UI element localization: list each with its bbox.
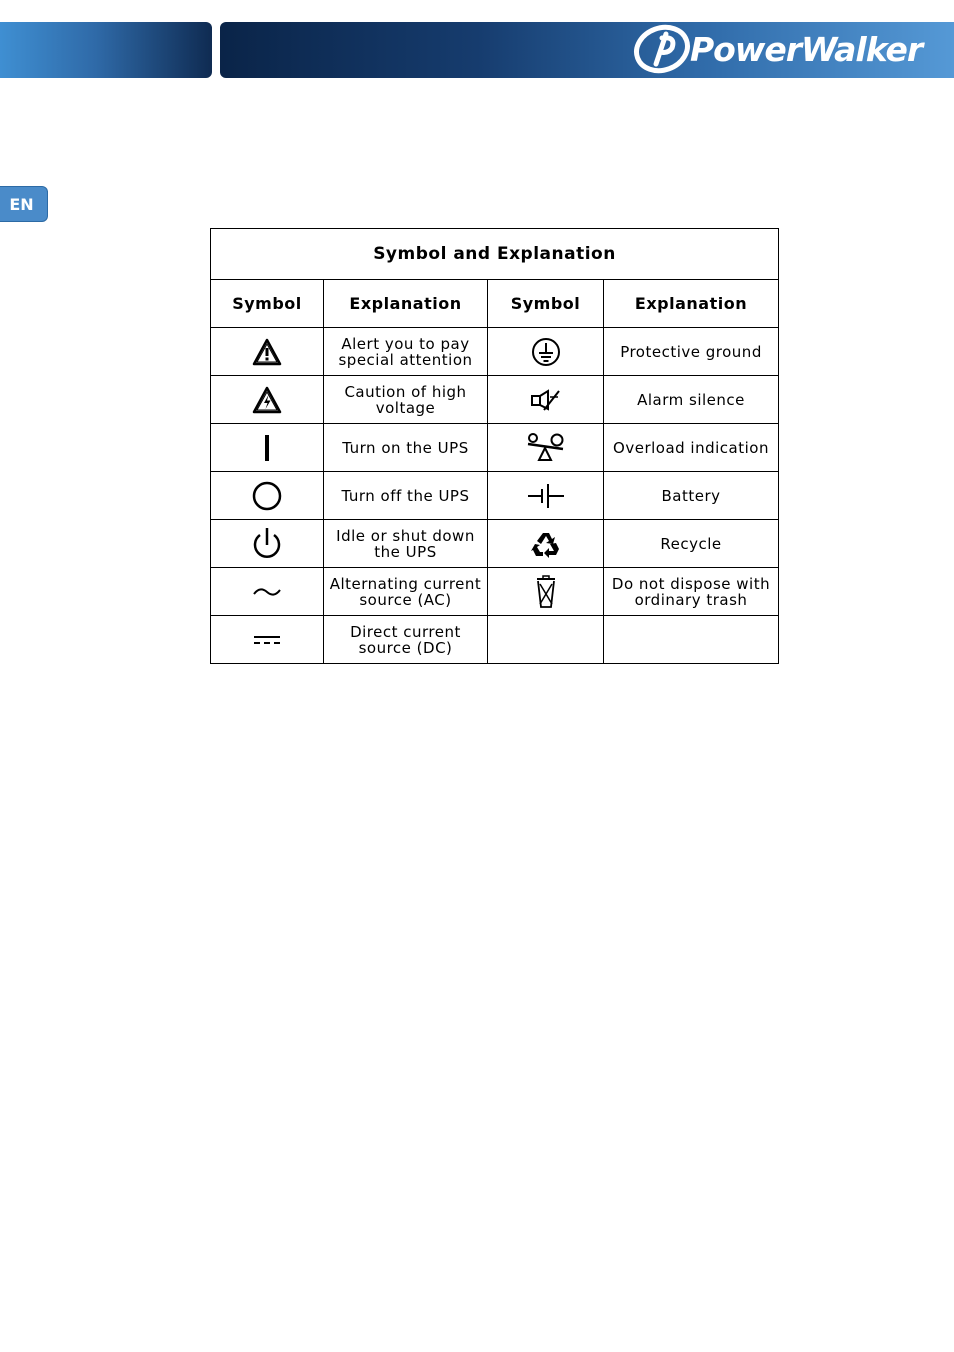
high-voltage-icon bbox=[252, 386, 282, 414]
table-title: Symbol and Explanation bbox=[211, 229, 779, 280]
explanation-cell: Do not dispose with ordinary trash bbox=[604, 568, 779, 616]
logo-mark-icon bbox=[632, 24, 692, 74]
table-row bbox=[211, 520, 779, 568]
explanation-cell: Recycle bbox=[604, 520, 779, 568]
header-explanation-2: Explanation bbox=[604, 280, 779, 328]
table-row bbox=[211, 568, 779, 616]
explanation-cell: Idle or shut down the UPS bbox=[324, 520, 488, 568]
explanation-cell: Alternating current source (AC) bbox=[324, 568, 488, 616]
symbol-table bbox=[210, 228, 779, 664]
alarm-silence-icon bbox=[530, 388, 562, 412]
table-row bbox=[211, 616, 779, 664]
table-row bbox=[211, 424, 779, 472]
battery-icon bbox=[526, 483, 566, 509]
explanation-cell: Turn off the UPS bbox=[324, 472, 488, 520]
standby-icon bbox=[250, 526, 284, 562]
header-symbol-1: Symbol bbox=[211, 280, 324, 328]
header-symbol-2: Symbol bbox=[488, 280, 604, 328]
ac-icon bbox=[252, 584, 282, 600]
protective-ground-icon bbox=[530, 336, 562, 368]
explanation-cell: Alert you to pay special attention bbox=[324, 328, 488, 376]
explanation-cell: Direct current source (DC) bbox=[324, 616, 488, 664]
overload-icon bbox=[525, 432, 567, 464]
header-explanation-1: Explanation bbox=[324, 280, 488, 328]
recycle-icon bbox=[531, 530, 561, 558]
language-tab[interactable]: EN bbox=[0, 186, 48, 222]
table-row bbox=[211, 328, 779, 376]
explanation-cell: Caution of high voltage bbox=[324, 376, 488, 424]
power-off-icon bbox=[251, 480, 283, 512]
explanation-cell: Alarm silence bbox=[604, 376, 779, 424]
warning-triangle-icon bbox=[252, 338, 282, 366]
explanation-cell: Overload indication bbox=[604, 424, 779, 472]
power-on-icon bbox=[262, 433, 272, 463]
empty-symbol-cell bbox=[488, 616, 604, 664]
no-trash-icon bbox=[533, 574, 559, 610]
powerwalker-logo bbox=[632, 24, 944, 74]
empty-explanation-cell bbox=[604, 616, 779, 664]
explanation-cell: Protective ground bbox=[604, 328, 779, 376]
header-band-left bbox=[0, 22, 212, 78]
explanation-cell: Battery bbox=[604, 472, 779, 520]
explanation-cell: Turn on the UPS bbox=[324, 424, 488, 472]
table-row bbox=[211, 376, 779, 424]
dc-icon bbox=[252, 634, 282, 646]
table-row bbox=[211, 472, 779, 520]
logo-text: PowerWalker bbox=[690, 29, 923, 69]
